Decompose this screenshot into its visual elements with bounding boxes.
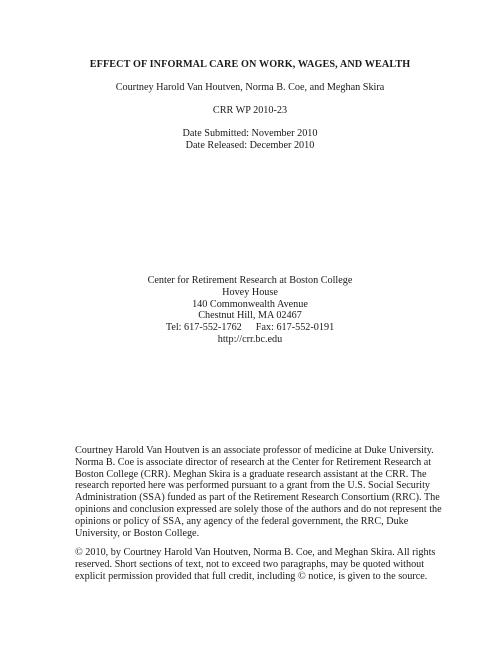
contact-numbers [0, 322, 500, 334]
building-name: Hovey House [222, 286, 278, 298]
author-list: Courtney Harold Van Houtven, Norma B. Coe, and Meghan Skira [115, 82, 385, 93]
bio-line: opinions or policy of SSA, any agency of the federal government, the RRC, Duke [75, 515, 409, 527]
organization-name: Center for Retirement Research at Boston College [147, 275, 353, 286]
address-block [0, 275, 500, 346]
bio-line: Boston College (CRR). Meghan Skira is a graduate research assistant at the CRR. The [75, 468, 427, 480]
copyright-line: explicit permission provided that full credit, including © notice, is given to the source. [75, 570, 428, 582]
city-state-zip: Chestnut Hill, MA 02467 [198, 310, 302, 322]
paper-title: EFFECT OF INFORMAL CARE ON WORK, WAGES, AND WEALTH [89, 59, 411, 70]
telephone-number: Tel: 617-552-1762 [165, 322, 242, 334]
working-paper-number: CRR WP 2010-23 [212, 105, 288, 116]
copyright-paragraph [75, 547, 435, 582]
website-url: http://crr.bc.edu [217, 333, 283, 345]
copyright-line: © 2010, by Courtney Harold Van Houtven, Norma B. Coe, and Meghan Skira. All rights [75, 547, 436, 558]
author-bio-paragraph [75, 445, 442, 539]
bio-line: University, or Boston College. [75, 527, 200, 539]
bio-line: opinions and conclusion expressed are solely those of the authors and do not represent the [75, 503, 442, 515]
fax-number: Fax: 617-552-0191 [255, 322, 335, 334]
date-released: Date Released: December 2010 [185, 139, 315, 151]
date-block [0, 128, 500, 152]
bio-line: Norma B. Coe is associate director of research at the Center for Retirement Research at [75, 456, 432, 468]
bio-line: Courtney Harold Van Houtven is an associate professor of medicine at Duke University. [75, 445, 434, 456]
copyright-line: reserved. Short sections of text, not to exceed two paragraphs, may be quoted without [75, 558, 425, 570]
bio-line: research reported here was performed pursuant to a grant from the U.S. Social Security [75, 480, 431, 492]
date-submitted: Date Submitted: November 2010 [182, 128, 318, 139]
bio-line: Administration (SSA) funded as part of the Retirement Research Consortium (RRC). The [75, 492, 440, 504]
street-address: 140 Commonwealth Avenue [192, 298, 308, 310]
